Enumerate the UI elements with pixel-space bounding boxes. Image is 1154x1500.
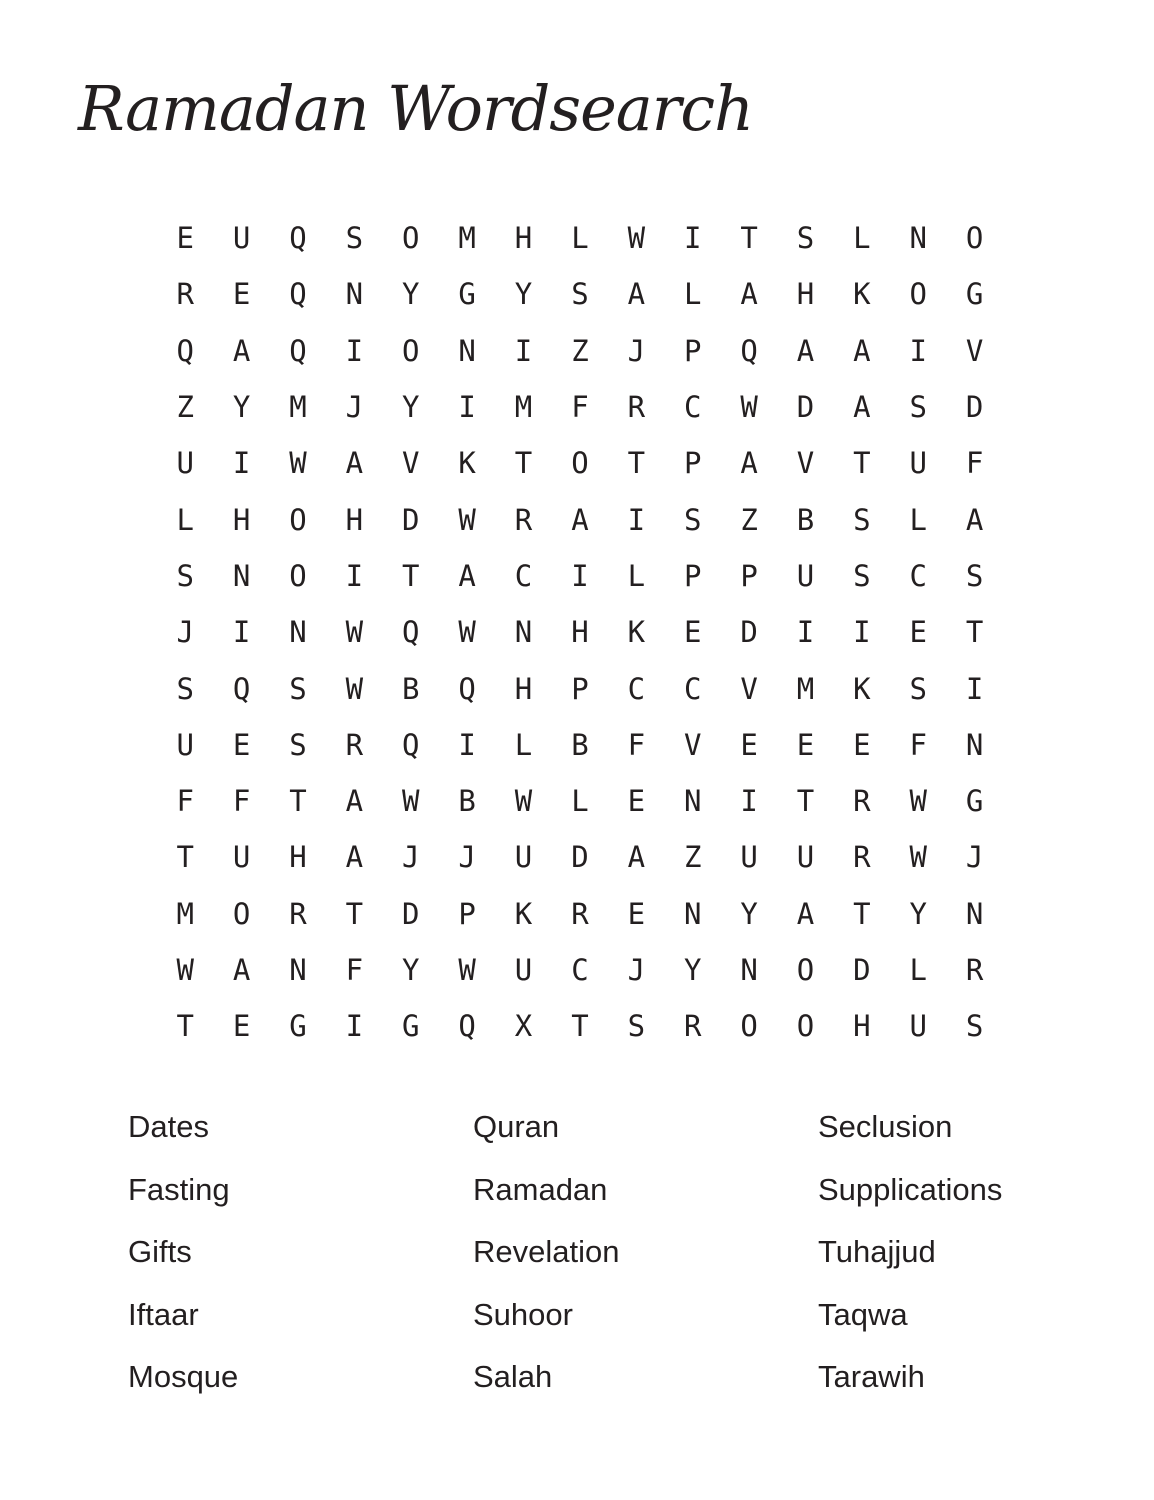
grid-letter: W (402, 784, 420, 819)
grid-letter: Z (176, 390, 194, 425)
word-item: Tarawih (818, 1359, 925, 1395)
grid-letter: T (176, 840, 194, 875)
grid-letter: Y (683, 953, 702, 987)
grid-letter: T (627, 446, 646, 481)
grid-letter: T (796, 784, 815, 819)
grid-letter: B (571, 727, 589, 762)
grid-letter: T (345, 896, 364, 931)
grid-letter: A (965, 502, 984, 537)
grid-letter: S (853, 502, 871, 537)
grid-letter: Q (289, 221, 307, 256)
word-item: Salah (473, 1359, 553, 1395)
grid-letter: W (627, 221, 646, 256)
grid-letter: E (627, 784, 646, 819)
grid-letter: N (458, 333, 476, 368)
grid-letter: R (853, 784, 871, 819)
grid-letter: H (796, 277, 815, 312)
grid-letter: G (458, 277, 476, 312)
grid-letter: I (627, 502, 646, 537)
grid-letter: I (514, 333, 533, 368)
grid-letter: M (796, 671, 815, 706)
grid-letter: Q (402, 615, 420, 650)
grid-letter: Y (402, 953, 420, 987)
grid-letter: L (176, 502, 194, 537)
grid-letter: Y (740, 896, 758, 931)
grid-letter: A (345, 840, 364, 875)
grid-letter: H (289, 840, 307, 875)
grid-letter: A (740, 277, 758, 312)
grid-letter: K (853, 277, 871, 312)
grid-letter: N (683, 784, 702, 819)
grid-letter: Z (571, 333, 589, 368)
grid-letter: F (571, 390, 589, 425)
grid-letter: P (683, 446, 702, 481)
grid-letter: A (458, 558, 476, 593)
grid-letter: W (740, 390, 758, 425)
grid-letter: Q (176, 333, 194, 368)
letter-grid (157, 210, 1003, 1054)
grid-letter: O (289, 502, 307, 537)
grid-letter: H (853, 1009, 871, 1044)
grid-letter: B (458, 784, 476, 819)
grid-letter: V (965, 333, 984, 368)
word-item: Mosque (128, 1359, 239, 1395)
grid-letter: X (514, 1009, 533, 1044)
grid-letter: U (796, 840, 815, 875)
grid-letter: U (176, 727, 194, 762)
grid-letter: R (683, 1009, 702, 1044)
grid-letter: Y (232, 390, 251, 425)
grid-letter: E (909, 615, 927, 650)
grid-letter: V (402, 446, 420, 481)
grid-letter: M (289, 390, 307, 425)
grid-letter: K (853, 671, 871, 706)
grid-letter: N (289, 615, 307, 650)
grid-letter: S (345, 221, 364, 256)
grid-letter: N (683, 896, 702, 931)
grid-letter: O (796, 953, 815, 987)
grid-letter: D (402, 502, 420, 537)
grid-letter: P (571, 671, 589, 706)
grid-letter: U (176, 446, 194, 481)
grid-letter: R (965, 953, 984, 987)
grid-letter: I (571, 558, 589, 593)
grid-letter: S (965, 1009, 984, 1044)
grid-letter: I (909, 333, 927, 368)
grid-letter: J (176, 615, 194, 650)
grid-letter: L (514, 727, 533, 762)
grid-letter: Z (740, 502, 758, 537)
grid-letter: F (232, 784, 251, 819)
grid-letter: M (176, 896, 194, 931)
grid-letter: S (796, 221, 815, 256)
grid-letter: U (796, 558, 815, 593)
grid-letter: N (345, 277, 364, 312)
grid-letter: I (232, 615, 251, 650)
grid-letter: O (289, 558, 307, 593)
grid-letter: L (571, 784, 589, 819)
word-item: Supplications (818, 1171, 1003, 1207)
grid-letter: D (571, 840, 589, 875)
grid-letter: U (514, 953, 533, 987)
grid-letter: M (458, 221, 476, 256)
grid-letter: W (458, 502, 476, 537)
grid-letter: T (740, 221, 758, 256)
grid-letter: B (402, 671, 420, 706)
grid-letter: U (909, 1009, 927, 1044)
grid-letter: I (965, 671, 984, 706)
grid-letter: P (683, 333, 702, 368)
grid-letter: Y (402, 390, 420, 425)
word-item: Revelation (473, 1234, 620, 1270)
grid-letter: S (853, 558, 871, 593)
grid-letter: U (232, 221, 251, 256)
grid-letter: K (514, 896, 533, 931)
grid-letter: N (740, 953, 758, 987)
grid-letter: S (683, 502, 702, 537)
grid-letter: D (853, 953, 871, 987)
grid-letter: J (402, 840, 420, 875)
grid-letter: E (176, 221, 194, 256)
word-item: Suhoor (473, 1296, 573, 1332)
grid-letter: T (514, 446, 533, 481)
grid-letter: I (345, 558, 364, 593)
grid-letter: J (627, 333, 646, 368)
grid-letter: E (683, 615, 702, 650)
grid-letter: A (853, 390, 871, 425)
grid-letter: S (176, 671, 194, 706)
grid-letter: H (345, 502, 364, 537)
grid-letter: H (514, 671, 533, 706)
grid-letter: W (909, 840, 927, 875)
grid-letter: L (853, 221, 871, 256)
grid-letter: D (402, 896, 420, 931)
grid-letter: W (345, 671, 364, 706)
grid-letter: E (232, 277, 251, 312)
grid-letter: A (571, 502, 589, 537)
word-item: Taqwa (818, 1296, 908, 1332)
grid-letter: F (627, 727, 646, 762)
grid-letter: A (627, 840, 646, 875)
grid-letter: I (853, 615, 871, 650)
grid-letter: Q (289, 277, 307, 312)
grid-letter: T (853, 446, 871, 481)
grid-letter: F (345, 953, 364, 987)
word-item: Tuhajjud (818, 1234, 936, 1270)
grid-letter: T (853, 896, 871, 931)
grid-letter: U (909, 446, 927, 481)
grid-letter: A (345, 446, 364, 481)
grid-letter: N (514, 615, 533, 650)
grid-letter: C (571, 953, 589, 987)
grid-letter: W (458, 615, 476, 650)
grid-letter: S (965, 558, 984, 593)
grid-letter: R (571, 896, 589, 931)
grid-letter: Q (402, 727, 420, 762)
grid-letter: W (514, 784, 533, 819)
grid-letter: I (458, 390, 476, 425)
grid-letter: E (232, 1009, 251, 1044)
grid-letter: K (458, 446, 476, 481)
grid-letter: C (683, 671, 702, 706)
grid-letter: Y (402, 277, 420, 312)
grid-letter: R (176, 277, 194, 312)
grid-letter: E (853, 727, 871, 762)
grid-letter: A (232, 333, 251, 368)
word-item: Dates (128, 1109, 209, 1144)
grid-letter: S (289, 727, 307, 762)
grid-letter: R (853, 840, 871, 875)
grid-letter: O (909, 277, 927, 312)
grid-letter: D (740, 615, 758, 650)
grid-letter: H (571, 615, 589, 650)
grid-letter: I (740, 784, 758, 819)
grid-letter: A (232, 953, 251, 987)
grid-letter: W (289, 446, 307, 481)
grid-letter: E (232, 727, 251, 762)
grid-letter: S (627, 1009, 646, 1044)
grid-letter: A (796, 896, 815, 931)
grid-letter: A (853, 333, 871, 368)
word-item: Iftaar (128, 1296, 199, 1332)
grid-letter: O (402, 221, 420, 256)
grid-letter: O (571, 446, 589, 481)
grid-letter: T (965, 615, 984, 650)
grid-letter: T (289, 784, 307, 819)
grid-letter: N (289, 953, 307, 987)
grid-letter: V (740, 671, 758, 706)
grid-letter: Q (458, 1009, 476, 1044)
word-item: Quran (473, 1109, 560, 1144)
word-column (818, 1105, 1118, 1418)
grid-letter: Y (909, 896, 927, 931)
grid-letter: V (683, 727, 702, 762)
grid-letter: N (909, 221, 927, 256)
grid-letter: H (232, 502, 251, 537)
grid-letter: D (965, 390, 984, 425)
grid-letter: Y (514, 277, 533, 312)
grid-letter: C (514, 558, 533, 593)
grid-letter: S (176, 558, 194, 593)
grid-letter: S (571, 277, 589, 312)
grid-letter: L (627, 558, 646, 593)
word-item: Fasting (128, 1171, 230, 1207)
grid-letter: C (683, 390, 702, 425)
grid-letter: R (289, 896, 307, 931)
grid-letter: T (402, 558, 420, 593)
grid-letter: B (796, 502, 815, 537)
grid-letter: Q (740, 333, 758, 368)
grid-letter: I (345, 333, 364, 368)
grid-letter: W (458, 953, 476, 987)
word-column (128, 1105, 473, 1418)
grid-letter: U (740, 840, 758, 875)
grid-letter: Z (683, 840, 702, 875)
grid-letter: R (514, 502, 533, 537)
page-title: Ramadan Wordsearch (78, 72, 754, 145)
grid-letter: S (289, 671, 307, 706)
grid-letter: O (740, 1009, 758, 1044)
grid-letter: C (627, 671, 646, 706)
grid-letter: I (232, 446, 251, 481)
grid-letter: I (345, 1009, 364, 1044)
grid-letter: M (514, 390, 533, 425)
grid-letter: I (458, 727, 476, 762)
grid-letter: T (571, 1009, 589, 1044)
grid-letter: I (796, 615, 815, 650)
grid-letter: G (289, 1009, 307, 1044)
grid-letter: W (176, 953, 194, 987)
grid-letter: N (232, 558, 251, 593)
grid-letter: G (402, 1009, 420, 1044)
grid-letter: L (909, 502, 927, 537)
grid-letter: C (909, 558, 927, 593)
grid-letter: A (627, 277, 646, 312)
grid-letter: O (796, 1009, 815, 1044)
grid-letter: J (627, 953, 646, 987)
grid-letter: E (740, 727, 758, 762)
grid-letter: L (683, 277, 702, 312)
word-item: Gifts (128, 1234, 192, 1270)
grid-letter: S (909, 671, 927, 706)
grid-letter: P (683, 558, 702, 593)
grid-letter: L (571, 221, 589, 256)
grid-letter: G (965, 784, 984, 819)
grid-letter: N (965, 896, 984, 931)
grid-letter: S (909, 390, 927, 425)
grid-letter: P (740, 558, 758, 593)
grid-letter: E (796, 727, 815, 762)
grid-letter: N (965, 727, 984, 762)
grid-letter: A (345, 784, 364, 819)
grid-letter: U (514, 840, 533, 875)
grid-letter: W (909, 784, 927, 819)
grid-letter: F (965, 446, 984, 481)
grid-letter: D (796, 390, 815, 425)
grid-letter: J (345, 390, 364, 425)
grid-letter: F (909, 727, 927, 762)
grid-letter: J (965, 840, 984, 875)
word-item: Ramadan (473, 1171, 608, 1207)
grid-letter: R (345, 727, 364, 762)
word-column (473, 1105, 818, 1418)
grid-letter: O (232, 896, 251, 931)
grid-letter: J (458, 840, 476, 875)
grid-letter: U (232, 840, 251, 875)
grid-letter: H (514, 221, 533, 256)
grid-letter: Q (458, 671, 476, 706)
grid-letter: K (627, 615, 646, 650)
grid-letter: A (796, 333, 815, 368)
grid-letter: P (458, 896, 476, 931)
word-item: Seclusion (818, 1109, 953, 1144)
grid-letter: Q (289, 333, 307, 368)
grid-letter: F (176, 784, 194, 819)
grid-letter: Q (232, 671, 251, 706)
grid-letter: E (627, 896, 646, 931)
word-list (128, 1105, 1118, 1418)
grid-letter: G (965, 277, 984, 312)
grid-letter: O (402, 333, 420, 368)
grid-letter: R (627, 390, 646, 425)
grid-letter: W (345, 615, 364, 650)
grid-letter: A (740, 446, 758, 481)
grid-letter: V (796, 446, 815, 481)
grid-letter: T (176, 1009, 194, 1044)
grid-letter: L (909, 953, 927, 987)
grid-letter: I (683, 221, 702, 256)
grid-letter: O (965, 221, 984, 256)
